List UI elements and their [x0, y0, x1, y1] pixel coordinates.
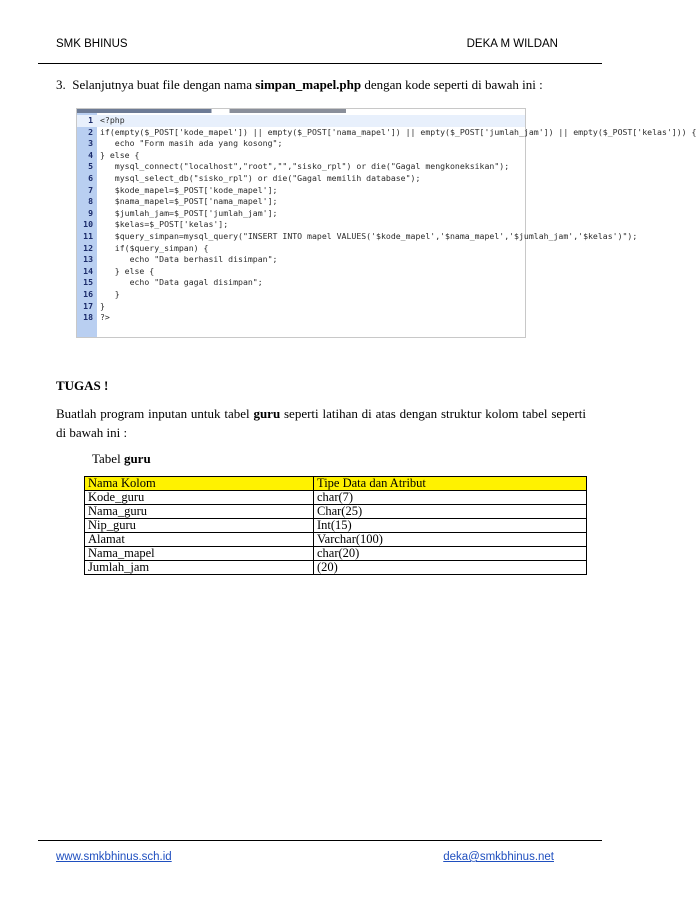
code-line — [77, 266, 525, 278]
code-text: $jumlah_jam=$_POST['jumlah_jam']; — [100, 207, 278, 218]
code-line — [77, 312, 525, 324]
code-line — [77, 301, 525, 313]
code-text: $kelas=$_POST['kelas']; — [100, 219, 229, 230]
footer-email-link[interactable]: deka@smkbhinus.net — [443, 851, 554, 863]
page-header — [56, 38, 582, 54]
footer-website-link[interactable]: www.smkbhinus.sch.id — [56, 851, 172, 863]
code-line — [77, 254, 525, 266]
table-cell-type: char(20) — [314, 547, 587, 561]
code-screenshot — [76, 108, 696, 338]
code-text: ?> — [100, 312, 110, 323]
step-text-before: Selanjutnya buat file dengan nama — [72, 77, 256, 92]
table-cell-type: Int(15) — [314, 519, 587, 533]
code-text: echo "Data berhasil disimpan"; — [100, 254, 278, 265]
line-number: 4 — [88, 149, 93, 160]
code-text: if($query_simpan) { — [100, 242, 209, 253]
editor-toolbar-strip — [77, 109, 525, 113]
code-text: $query_simpan=mysql_query("INSERT INTO mapel VALUES('$kode_mapel','$nama_mapel','$jumlah_jam','$kelas')"); — [100, 230, 638, 241]
header-author: DEKA M WILDAN — [466, 38, 558, 50]
code-line — [77, 289, 525, 301]
code-line — [77, 150, 525, 162]
table-caption-name: guru — [123, 451, 151, 466]
code-line — [77, 185, 525, 197]
line-number: 10 — [83, 219, 93, 230]
line-number: 16 — [83, 288, 93, 299]
line-number: 17 — [83, 300, 93, 311]
header-divider — [38, 63, 602, 64]
table-row — [85, 547, 587, 561]
code-line — [77, 243, 525, 255]
line-number: 2 — [88, 126, 93, 137]
table-header-row — [85, 477, 587, 491]
line-number: 12 — [83, 242, 93, 253]
line-number: 6 — [88, 172, 93, 183]
code-text: } — [100, 288, 120, 299]
line-number: 18 — [83, 312, 93, 323]
code-line — [77, 138, 525, 150]
footer-divider — [38, 840, 602, 841]
line-number: 9 — [88, 207, 93, 218]
task-paragraph — [56, 404, 586, 442]
line-number: 13 — [83, 254, 93, 265]
table-cell-type: (20) — [314, 561, 587, 575]
column-header-name: Nama Kolom — [85, 477, 314, 491]
line-number: 3 — [88, 138, 93, 149]
table-caption-prefix: Tabel — [92, 451, 124, 466]
task-table-name: guru — [253, 406, 281, 421]
table-cell-type: char(7) — [314, 491, 587, 505]
code-line — [77, 196, 525, 208]
table-cell-type: Char(25) — [314, 505, 587, 519]
line-number: 11 — [83, 230, 93, 241]
code-text: echo "Form masih ada yang kosong"; — [100, 138, 283, 149]
line-number: 8 — [88, 196, 93, 207]
code-text: $nama_mapel=$_POST['nama_mapel']; — [100, 196, 278, 207]
code-line — [77, 230, 638, 243]
guru-structure-table — [84, 476, 587, 575]
table-cell-column: Jumlah_jam — [85, 561, 314, 575]
line-number: 15 — [83, 277, 93, 288]
section-title: TUGAS ! — [56, 378, 109, 393]
table-cell-column: Alamat — [85, 533, 314, 547]
table-row — [85, 561, 587, 575]
line-number: 7 — [88, 184, 93, 195]
code-text: } else { — [100, 149, 140, 160]
page-footer — [56, 851, 582, 867]
task-text-before: Buatlah program inputan untuk tabel — [56, 406, 254, 421]
code-line — [77, 277, 525, 289]
table-row — [85, 505, 587, 519]
table-cell-column: Kode_guru — [85, 491, 314, 505]
code-lines — [77, 115, 696, 324]
code-text: <?php — [100, 115, 125, 125]
table-cell-column: Nama_mapel — [85, 547, 314, 561]
code-line — [77, 115, 525, 127]
code-line — [77, 126, 696, 139]
header-school: SMK BHINUS — [56, 38, 128, 50]
table-caption — [92, 451, 151, 467]
code-line — [77, 208, 525, 220]
table-row — [85, 491, 587, 505]
column-header-type: Tipe Data dan Atribut — [314, 477, 587, 491]
code-line — [77, 173, 525, 185]
table-cell-type: Varchar(100) — [314, 533, 587, 547]
line-number: 14 — [83, 265, 93, 276]
line-number: 5 — [88, 161, 93, 172]
step-text-after: dengan kode seperti di bawah ini : — [361, 77, 543, 92]
task-text-after: seperti latihan di atas dengan struktur kolom tabel seperti di bawah ini : — [56, 406, 586, 440]
code-text: } else { — [100, 265, 155, 276]
code-line — [77, 161, 525, 173]
code-text: $kode_mapel=$_POST['kode_mapel']; — [100, 184, 278, 195]
code-text: } — [100, 300, 105, 311]
step-filename: simpan_mapel.php — [255, 77, 362, 92]
table-cell-column: Nama_guru — [85, 505, 314, 519]
table-row — [85, 519, 587, 533]
line-number: 1 — [88, 115, 93, 125]
code-text: if(empty($_POST['kode_mapel']) || empty($_POST['nama_mapel']) || empty($_POST['jumlah_jam']) || empty($_POST['kelas'])) { — [100, 126, 696, 137]
code-text: mysql_select_db("sisko_rpl") or die("Gagal memilih database"); — [100, 172, 421, 183]
table-row — [85, 533, 587, 547]
code-text: echo "Data gagal disimpan"; — [100, 277, 263, 288]
step-number: 3. — [56, 77, 66, 92]
table-cell-column: Nip_guru — [85, 519, 314, 533]
step-instruction — [56, 77, 543, 93]
code-text: mysql_connect("localhost","root","","sisko_rpl") or die("Gagal mengkoneksikan"); — [100, 161, 510, 172]
code-line — [77, 219, 525, 231]
